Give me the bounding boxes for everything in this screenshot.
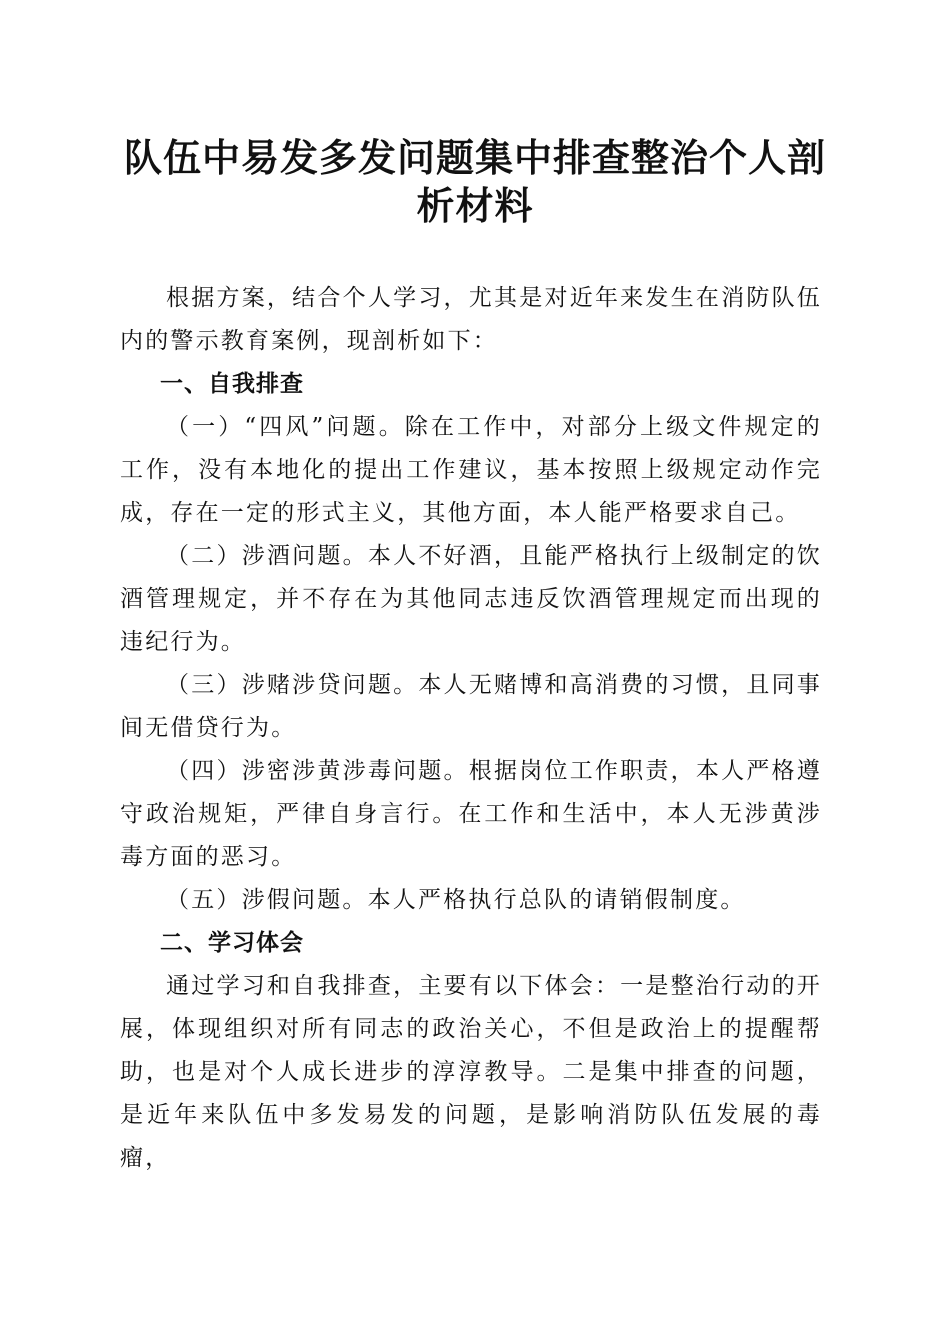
item-lead: （四）涉密涉黄涉毒问题。	[166, 758, 469, 784]
item-text: 本人无赌博和高消费的习惯，且同事间无借贷行为。	[120, 672, 823, 741]
item-text: 除在工作中，对部分上级文件规定的工作，没有本地化的提出工作建议，基本按照上级规定动作完成，存在一定的形式主义，其他方面，本人能严格要求自己。	[120, 414, 822, 526]
item-text: 根据岗位工作职责，本人严格遵守政治规矩，严律自身言行。在工作和生活中，本人无涉黄涉毒方面的恶习。	[120, 758, 822, 870]
section-heading-self-check: 一、自我排查	[160, 371, 304, 397]
document-body	[120, 277, 822, 1180]
item-paragraph-leave	[120, 879, 822, 922]
item-paragraph-gambling-loans	[120, 664, 822, 750]
item-lead: （三）涉赌涉贷问题。	[166, 672, 419, 698]
item-text: 本人严格执行总队的请销假制度。	[367, 887, 746, 913]
item-paragraph-alcohol	[120, 535, 822, 664]
item-paragraph-four-winds	[120, 406, 822, 535]
item-lead: （二）涉酒问题。	[166, 543, 368, 569]
item-paragraph-secrets-porn-drugs	[120, 750, 822, 879]
item-lead: （一）“四风”问题。	[166, 414, 405, 440]
section-heading-reflections: 二、学习体会	[160, 930, 304, 956]
item-text: 本人不好酒，且能严格执行上级制定的饮酒管理规定，并不存在为其他同志违反饮酒管理规定而出现的违纪行为。	[120, 543, 822, 655]
reflections-paragraph: 通过学习和自我排查，主要有以下体会：一是整治行动的开展，体现组织对所有同志的政治关心，不但是政治上的提醒帮助，也是对个人成长进步的淳淳教导。二是集中排查的问题，是近年来队伍中多发易发的问题，是影响消防队伍发展的毒瘤，	[120, 973, 822, 1171]
intro-paragraph: 根据方案，结合个人学习，尤其是对近年来发生在消防队伍内的警示教育案例，现剖析如下：	[120, 285, 822, 354]
document-title: 队伍中易发多发问题集中排查整治个人剖析材料	[123, 135, 826, 228]
item-lead: （五）涉假问题。	[166, 887, 368, 913]
